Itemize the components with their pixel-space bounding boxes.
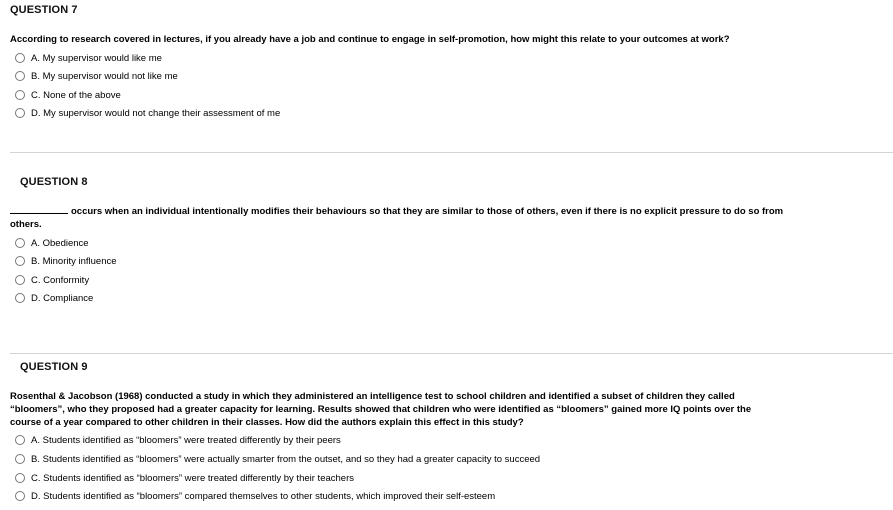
radio-button-icon[interactable]: [15, 53, 25, 63]
q8-option-b[interactable]: [15, 254, 117, 268]
question-9-heading: QUESTION 9: [20, 361, 88, 373]
q9-option-c-label[interactable]: C. Students identified as “bloomers” were treated differently by their teachers: [31, 472, 354, 484]
question-7-heading: QUESTION 7: [10, 4, 78, 16]
q9-option-a[interactable]: [15, 433, 341, 447]
radio-button-icon[interactable]: [15, 256, 25, 266]
question-7-text: According to research covered in lectures, if you already have a job and continue to engage in self-promotion, how might this relate to your outcomes at work?: [10, 34, 730, 45]
q9-option-d[interactable]: [15, 489, 495, 503]
radio-button-icon[interactable]: [15, 293, 25, 303]
q8-option-a-label[interactable]: A. Obedience: [31, 237, 89, 249]
q7-option-c[interactable]: [15, 88, 121, 102]
q9-option-c[interactable]: [15, 471, 354, 485]
question-9-text-line2: “bloomers”, who they proposed had a greater capacity for learning. Results showed that children who were identified as “bloomers” gained more IQ points over the: [10, 404, 752, 415]
radio-button-icon[interactable]: [15, 435, 25, 445]
q8-option-d-label[interactable]: D. Compliance: [31, 292, 94, 304]
radio-button-icon[interactable]: [15, 90, 25, 100]
q7-option-a[interactable]: [15, 51, 162, 65]
question-divider: [10, 353, 893, 354]
q8-option-b-label[interactable]: B. Minority influence: [31, 255, 117, 267]
radio-button-icon[interactable]: [15, 491, 25, 501]
q8-option-c-label[interactable]: C. Conformity: [31, 274, 90, 286]
radio-button-icon[interactable]: [15, 275, 25, 285]
q7-option-d-label[interactable]: D. My supervisor would not change their assessment of me: [31, 107, 281, 119]
q7-option-b-label[interactable]: B. My supervisor would not like me: [31, 70, 178, 82]
q7-option-c-label[interactable]: C. None of the above: [31, 89, 121, 101]
q9-option-a-label[interactable]: A. Students identified as “bloomers” were treated differently by their peers: [31, 434, 341, 446]
question-9-text-line1: Rosenthal & Jacobson (1968) conducted a study in which they administered an intelligence test to school children and identified a subset of children they called: [10, 391, 735, 402]
question-8-text-line2: others.: [10, 219, 42, 230]
question-9-text-line3: course of a year compared to other children in their classes. How did the authors explain this effect in this study?: [10, 417, 524, 428]
question-8-heading: QUESTION 8: [20, 176, 88, 188]
q9-option-b[interactable]: [15, 452, 540, 466]
q8-option-d[interactable]: [15, 291, 93, 305]
radio-button-icon[interactable]: [15, 473, 25, 483]
radio-button-icon[interactable]: [15, 108, 25, 118]
question-8-text-line1: occurs when an individual intentionally modifies their behaviours so that they are similar to those of others, even if there is no explicit pressure to do so from: [71, 206, 784, 217]
q9-option-d-label[interactable]: D. Students identified as “bloomers” compared themselves to other students, which improved their self-esteem: [31, 490, 496, 502]
q7-option-d[interactable]: [15, 106, 280, 120]
fill-in-blank: [10, 204, 68, 214]
question-divider: [10, 152, 893, 153]
q9-option-b-label[interactable]: B. Students identified as “bloomers” were actually smarter from the outset, and so they had a greater capacity to succeed: [31, 453, 541, 465]
question-8-text: [10, 204, 783, 219]
radio-button-icon[interactable]: [15, 71, 25, 81]
radio-button-icon[interactable]: [15, 238, 25, 248]
radio-button-icon[interactable]: [15, 454, 25, 464]
q7-option-b[interactable]: [15, 69, 178, 83]
q8-option-a[interactable]: [15, 236, 89, 250]
q8-option-c[interactable]: [15, 273, 89, 287]
q7-option-a-label[interactable]: A. My supervisor would like me: [31, 52, 162, 64]
